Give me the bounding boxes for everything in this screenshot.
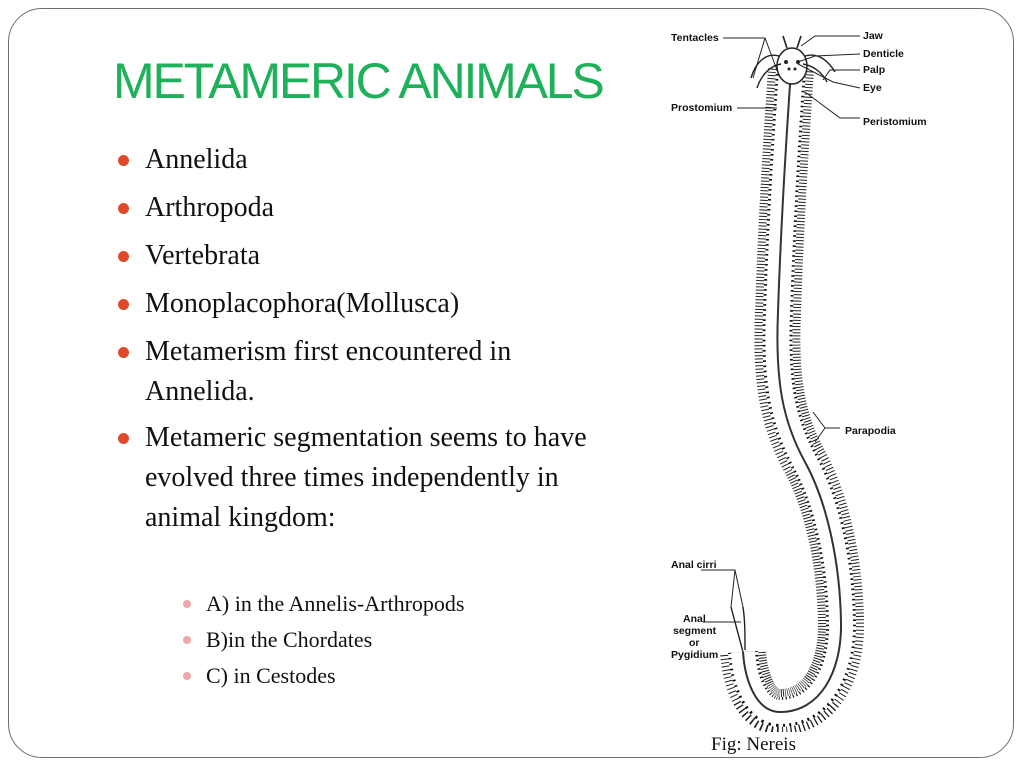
slide-title: METAMERIC ANIMALS — [113, 53, 603, 109]
sub-bullet-dot-icon — [183, 672, 191, 680]
bullet-item — [118, 188, 608, 228]
bullet-dot-icon — [118, 433, 129, 444]
label-palp: Palp — [863, 64, 886, 76]
bullet-text: Arthropoda — [145, 192, 275, 223]
label-peristomium: Peristomium — [863, 116, 927, 128]
bullet-dot-icon — [118, 299, 129, 310]
bullet-item — [118, 332, 605, 412]
bullet-text: Metameric segmentation seems to have evolved three times independently in animal kingdom: — [145, 422, 587, 533]
label-anal-segment-line4: Pygidium — [671, 649, 719, 661]
label-eye: Eye — [863, 82, 882, 94]
anal-cirri — [731, 607, 745, 652]
bullet-item — [118, 140, 608, 180]
bullet-dot-icon — [118, 251, 129, 262]
sub-bullet-text: C) in Cestodes — [206, 663, 336, 688]
sub-bullet-text: B)in the Chordates — [206, 627, 373, 652]
bullet-text: Monoplacophora(Mollusca) — [145, 288, 460, 319]
bullet-item — [118, 236, 608, 276]
bullet-text: Annelida — [145, 144, 248, 175]
figure-caption: Fig: Nereis — [711, 734, 796, 755]
label-denticle: Denticle — [863, 48, 904, 60]
worm-body — [743, 70, 841, 712]
bullet-text: Vertebrata — [145, 240, 261, 271]
sub-bullet-item — [183, 586, 623, 622]
bullet-item — [118, 284, 608, 324]
bullet-dot-icon — [118, 347, 129, 358]
sub-bullet-list — [183, 586, 623, 694]
bullet-dot-icon — [118, 203, 129, 214]
label-prostomium: Prostomium — [671, 102, 733, 114]
label-tentacles: Tentacles — [671, 32, 719, 44]
label-parapodia: Parapodia — [845, 425, 896, 437]
label-anal-segment-line3: or — [689, 637, 700, 649]
label-jaw: Jaw — [863, 30, 883, 42]
label-anal-segment-line2: segment — [673, 625, 717, 637]
bullet-item — [118, 418, 590, 538]
sub-bullet-item — [183, 658, 623, 694]
label-anal-cirri: Anal cirri — [671, 559, 717, 571]
sub-bullet-dot-icon — [183, 600, 191, 608]
sub-bullet-dot-icon — [183, 636, 191, 644]
bullet-dot-icon — [118, 155, 129, 166]
label-anal-segment-line1: Anal — [683, 613, 706, 625]
sub-bullet-text: A) in the Annelis-Arthropods — [206, 591, 465, 616]
sub-bullet-item — [183, 622, 623, 658]
nereis-diagram — [665, 22, 945, 732]
bullet-list — [118, 140, 608, 546]
bullet-text: Metamerism first encountered in Annelida. — [145, 336, 512, 407]
